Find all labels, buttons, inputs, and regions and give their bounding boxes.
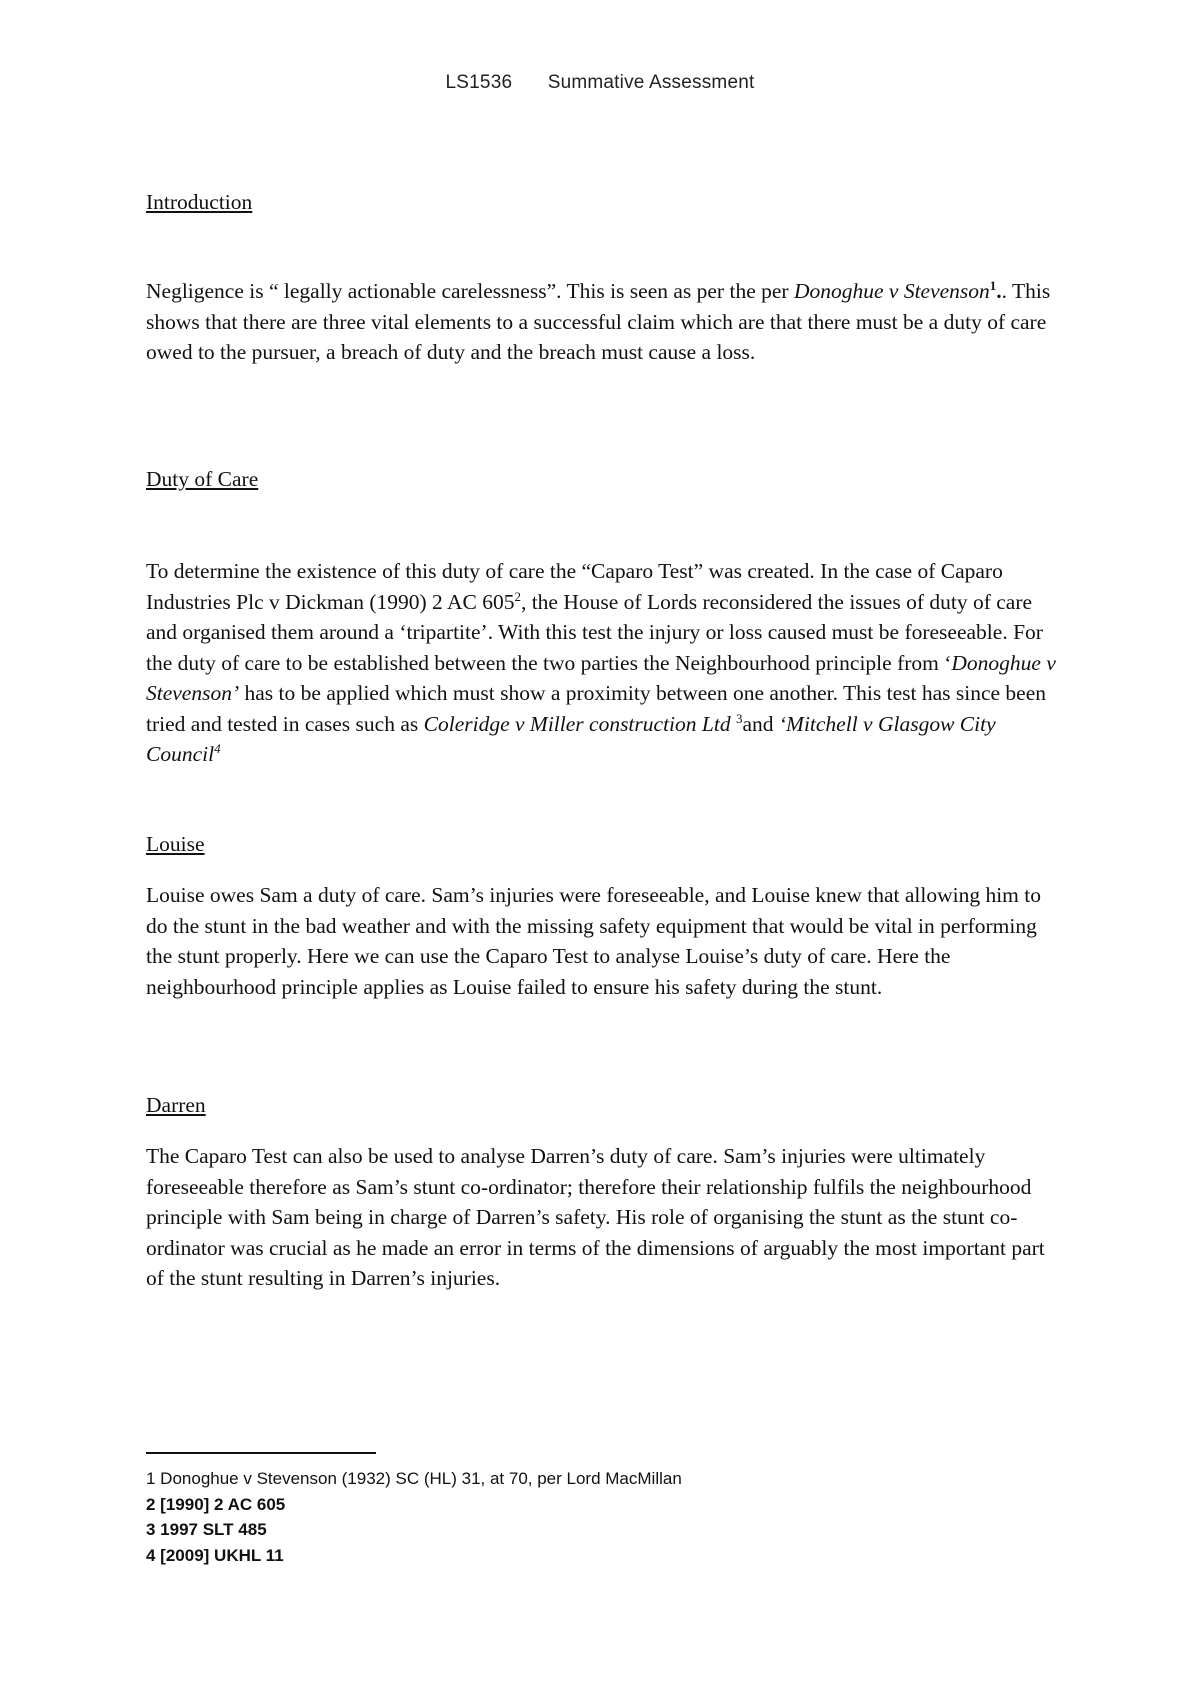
- footnote-separator: [146, 1452, 376, 1454]
- footnotes: [146, 1466, 682, 1568]
- footnote-ref-2: 2: [514, 588, 521, 604]
- heading-darren: Darren: [146, 1093, 206, 1117]
- heading-introduction: Introduction: [146, 190, 253, 214]
- footnote-ref-1: 1: [989, 277, 997, 293]
- footnote-ref-3: 3: [735, 710, 743, 726]
- duty-text-d: and: [742, 711, 779, 736]
- header-title: Summative Assessment: [547, 72, 755, 93]
- page-header: [0, 72, 1200, 94]
- duty-text-a: To determine the existence of this duty of care the “Caparo Test” was created. In the case of Caparo Industries Plc v Dickman (1990) 2 AC 605: [146, 559, 1003, 614]
- louise-paragraph: Louise owes Sam a duty of care. Sam’s injuries were foreseeable, and Louise knew that allowing him to do the stunt in the bad weather and with the missing safety equipment that would be vital in performing the stunt properly. Here we can use the Caparo Test to analyse Louise’s duty of care. Here the neighbourhood principle applies as Louise failed to ensure his safety during the stunt.: [146, 883, 1041, 999]
- introduction-paragraph: Negligence is “ legally actionable carelessness”. This is seen as per the per Donoghue v Stevenson$^1$.. This shows that there are three vital elements to a successful claim which are that there must be a duty of care owed to the pursuer, a breach of duty and the breach must cause a loss.: [146, 277, 1051, 364]
- duty-case-mitchell: ‘Mitchell v Glasgow City Council: [146, 711, 996, 766]
- intro-text-a: Negligence is “ legally actionable carelessness”. This is seen as per the per: [146, 279, 794, 303]
- footnote-ref-4: 4: [214, 740, 221, 756]
- heading-louise: Louise: [146, 832, 205, 856]
- footnote-4: 4 [2009] UKHL 11: [146, 1545, 284, 1565]
- footnote-3: 3 1997 SLT 485: [146, 1520, 267, 1539]
- duty-case-coleridge: Coleridge v Miller construction Ltd: [423, 711, 736, 736]
- duty-of-care-paragraph: [146, 556, 1066, 770]
- darren-paragraph: The Caparo Test can also be used to analyse Darren’s duty of care. Sam’s injuries were ultimately foreseeable therefore as Sam’s stunt co-ordinator; therefore their relationship fulfils the neighbourhood principle with Sam being in charge of Darren’s safety. His role of organising the stunt as the stunt co-ordinator was crucial as he made an error in terms of the dimensions of arguably the most important part of the stunt resulting in Darren’s injuries.: [146, 1144, 1045, 1290]
- heading-duty-of-care: Duty of Care: [146, 467, 259, 491]
- duty-text-c: has to be applied which must show a proximity between one another. This test has since been tried and tested in cases such as: [146, 681, 1047, 736]
- intro-case-name: Donoghue v Stevenson: [793, 279, 990, 303]
- intro-text-b: . This shows that there are three vital elements to a successful claim which are that there must be a duty of care owed to the pursuer, a breach of duty and the breach must cause a loss.: [146, 279, 1051, 364]
- duty-case-donoghue: Donoghue v Stevenson’: [146, 650, 1056, 705]
- footnote-2: 2 [1990] 2 AC 605: [146, 1494, 286, 1514]
- duty-text-b: , the House of Lords reconsidered the issues of duty of care and organised them around a ‘tripartite’. With this test the injury or loss caused must be foreseeable. For the duty of care to be established between the two parties the Neighbourhood principle from ‘: [146, 589, 1043, 675]
- module-code: LS1536: [445, 72, 513, 93]
- footnote-1: 1 Donoghue v Stevenson (1932) SC (HL) 31, at 70, per Lord MacMillan: [146, 1469, 682, 1488]
